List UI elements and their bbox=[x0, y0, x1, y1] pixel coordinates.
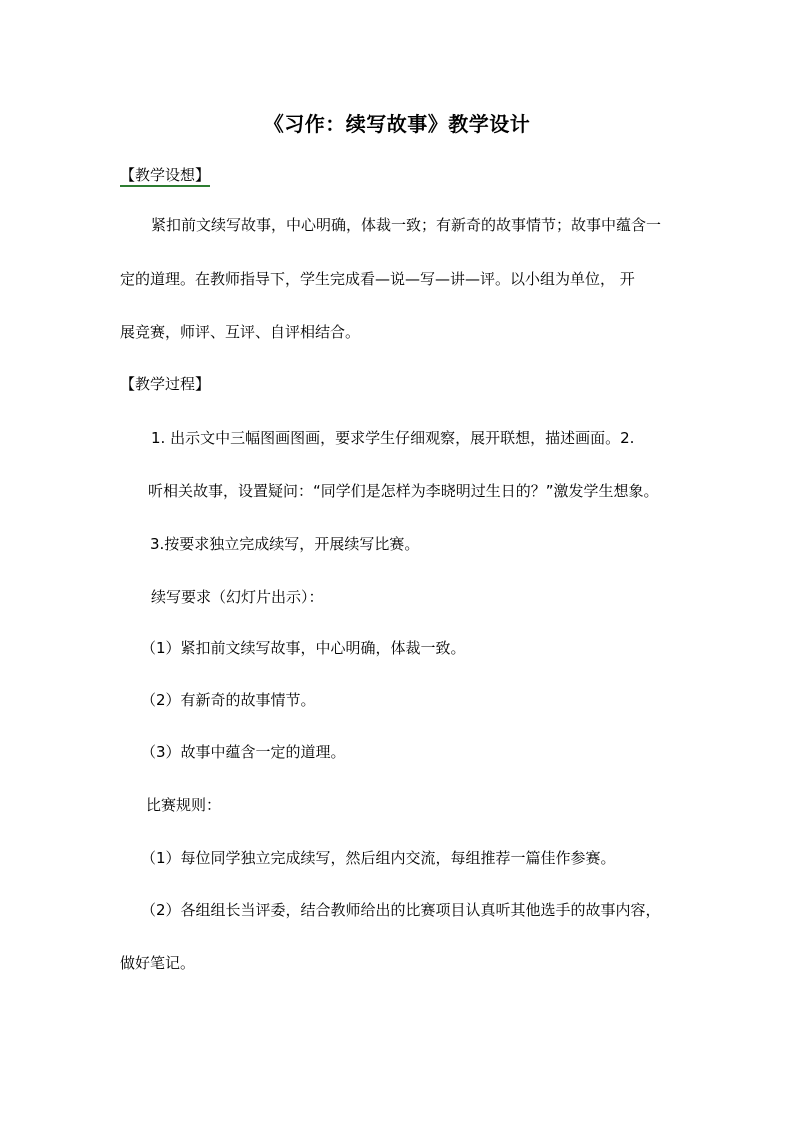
process-line-requirement-2: （2）有新奇的故事情节。 bbox=[141, 691, 316, 709]
section-heading-process: 【教学过程】 bbox=[120, 375, 211, 393]
idea-paragraph-line-3: 展竞赛，师评、互评、自评相结合。 bbox=[120, 323, 361, 341]
document-title: 《习作：续写故事》教学设计 bbox=[263, 112, 531, 136]
section-heading-idea-text: 【教学设想】 bbox=[120, 166, 210, 187]
process-line-1: 1. 出示文中三幅图画图画，要求学生仔细观察，展开联想，描述画面。2. bbox=[151, 429, 635, 447]
process-line-2: 听相关故事，设置疑问：“同学们是怎样为李晓明过生日的？”激发学生想象。 bbox=[148, 482, 659, 500]
process-line-rule-2-continued: 做好笔记。 bbox=[120, 954, 196, 972]
process-line-rule-2: （2）各组组长当评委，结合教师给出的比赛项目认真听其他选手的故事内容， bbox=[141, 901, 661, 919]
idea-paragraph-line-1: 紧扣前文续写故事，中心明确，体裁一致；有新奇的故事情节；故事中蕴含一 bbox=[151, 216, 662, 234]
idea-paragraph-line-2: 定的道理。在教师指导下，学生完成看—说—写—讲—评。以小组为单位， 开 bbox=[120, 270, 635, 288]
process-line-requirement-3: （3）故事中蕴含一定的道理。 bbox=[141, 743, 346, 761]
process-line-requirements-heading: 续写要求（幻灯片出示）： bbox=[151, 588, 324, 606]
process-line-3: 3.按要求独立完成续写，开展续写比赛。 bbox=[150, 535, 420, 553]
process-line-rule-1: （1）每位同学独立完成续写，然后组内交流，每组推荐一篇佳作参赛。 bbox=[141, 849, 616, 867]
process-line-rules-heading: 比赛规则： bbox=[146, 796, 222, 814]
section-heading-idea bbox=[120, 165, 210, 185]
process-line-requirement-1: （1）紧扣前文续写故事，中心明确，体裁一致。 bbox=[141, 639, 466, 657]
